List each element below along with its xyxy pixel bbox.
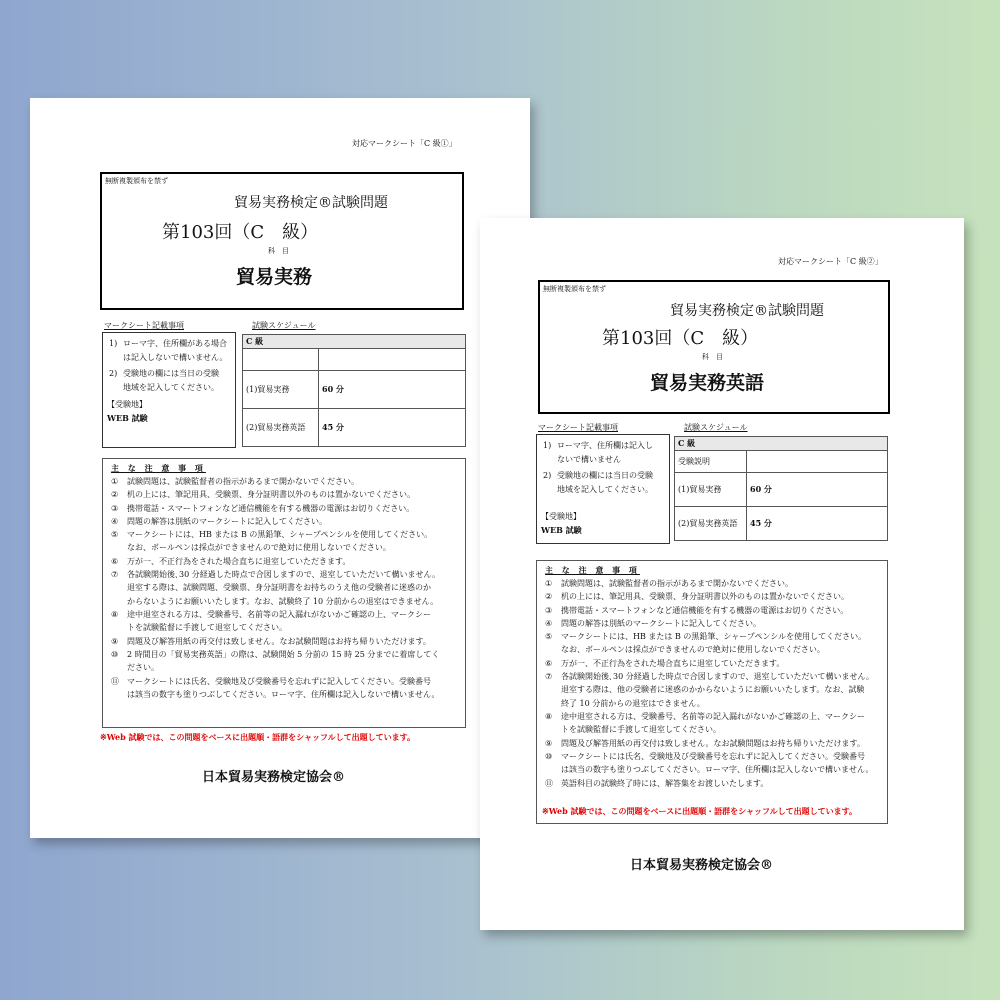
note-text: 各試験開始後､30 分経過した時点で合図しますので、退室していただいて構いません。	[561, 672, 875, 682]
note-text: 途中退室される方は、受験番号、名前等の記入漏れがないかご確認の上、マークシー	[561, 712, 865, 721]
schedule-item	[243, 349, 319, 371]
note-number: ①	[111, 477, 119, 486]
main-notes-box	[102, 458, 466, 728]
venue-label: 【受験地】	[107, 400, 147, 409]
subject-title: 貿易実務	[236, 266, 313, 288]
note-text: 携帯電話・スマートフォンなど通信機能を有する機器の電源はお切りください。	[561, 605, 849, 615]
note-number: ⑪	[545, 778, 553, 788]
note-number: ④	[111, 516, 119, 526]
note-text: は該当の数字も塗りつぶしてください。ローマ字、住所欄は記入しないで構いません。	[127, 689, 440, 699]
note-text: 退室する際は、試験問題、受験票、身分証明書をお持ちのうえ他の受験者に迷惑のか	[127, 583, 431, 593]
title-box	[100, 172, 464, 310]
schedule-duration: 60 分	[319, 371, 466, 409]
note-text: 問題の解答は別紙のマークシートに記入してください。	[127, 516, 327, 526]
note-number: ⑨	[545, 738, 553, 748]
note-text: なお、ボールペンは採点ができませんので絶対に使用しないでください。	[561, 645, 825, 655]
mark-sheet-heading: マークシート記載事項	[104, 321, 184, 330]
note-text: マークシートには、HB または B の黒鉛筆、シャープペンシルを使用してください。	[561, 632, 867, 642]
mark-sheet-notes: 1) ローマ字、住所欄がある場合 は記入しないで構いません。 2) 受験地の欄には当日の受験 地域を記入してください。 【受験地】 WEB 試験	[102, 332, 236, 448]
exam-session: 第103回（C 級）	[602, 328, 759, 349]
note-text: 机の上には、筆記用具、受験票、身分証明書以外のものは置かないでください。	[127, 490, 415, 500]
association-name: 日本貿易実務検定協会®	[202, 770, 346, 785]
note-number: ⑥	[545, 658, 553, 668]
mark-sheet-heading: マークシート記載事項	[538, 423, 618, 432]
schedule-item: (2)貿易実務英語	[243, 409, 319, 447]
note-text: 2 時間目の「貿易実務英語」の際は、試験開始 5 分前の 15 時 25 分までに着席してく	[127, 649, 440, 659]
association-name: 日本貿易実務検定協会®	[630, 858, 774, 873]
note-number: ⑦	[545, 672, 553, 682]
venue-value: WEB 試験	[107, 413, 148, 423]
exam-schedule-table	[242, 334, 466, 447]
title-box	[538, 280, 890, 414]
note-text: 万が一、不正行為をされた場合直ちに退室していただきます。	[127, 556, 351, 566]
web-exam-warning: ※Web 試験では、この問題をベースに出題順・語群をシャッフルして出題しています。	[542, 806, 857, 816]
note-text: 終了 10 分前からの退室はできません。	[561, 698, 705, 708]
schedule-grade: C 級	[675, 437, 888, 451]
note-number: ③	[545, 605, 553, 615]
note-text: 試験問題は、試験監督者の指示があるまで開かないでください。	[127, 477, 359, 486]
note-text: なお、ボールペンは採点ができませんので絶対に使用しないでください。	[127, 543, 391, 553]
note-number: ⑧	[545, 712, 553, 721]
notes-title: 主 な 注 意 事 項	[111, 463, 206, 473]
note-text: 退室する際は、他の受験者に迷惑のかからないようにお願いいたします。なお、試験	[561, 685, 865, 695]
note-text: 問題及び解答用紙の再交付は致しません。なお試験問題はお持ち帰りいただけます。	[127, 636, 431, 646]
note-text: からないようにお願いいたします。なお、試験終了 10 分前からの退室はできません。	[127, 596, 439, 606]
note-text: 携帯電話・スマートフォンなど通信機能を有する機器の電源はお切りください。	[127, 503, 415, 513]
note-number: ②	[111, 490, 119, 500]
note-text: 各試験開始後､30 分経過した時点で合図しますので、退室していただいて構いません。	[127, 570, 441, 580]
schedule-duration	[319, 349, 466, 371]
schedule-item: (1)貿易実務	[243, 371, 319, 409]
note-number: ③	[111, 503, 119, 513]
schedule-duration	[747, 451, 888, 473]
note-text: 英語科目の試験終了時には、解答集をお渡しいたします。	[561, 778, 769, 788]
note-number: ⑧	[111, 610, 119, 619]
schedule-heading: 試験スケジュール	[684, 423, 748, 432]
schedule-duration: 45 分	[747, 507, 888, 541]
note-text: マークシートには氏名、受験地及び受験番号を忘れずに記入してください。受験番号	[127, 676, 431, 686]
note-number: ⑥	[111, 556, 119, 566]
note-number: ⑤	[545, 632, 553, 642]
exam-schedule-table	[674, 436, 888, 541]
main-notes-box	[536, 560, 888, 824]
venue-label: 【受験地】	[541, 512, 581, 521]
web-exam-warning: ※Web 試験では、この問題をベースに出題順・語群をシャッフルして出題しています。	[100, 732, 415, 742]
note-text: は該当の数字も塗りつぶしてください。ローマ字、住所欄は記入しないで構いません。	[561, 765, 874, 775]
schedule-grade: C 級	[243, 335, 466, 349]
note-text: ださい。	[127, 663, 159, 673]
subject-title: 貿易実務英語	[650, 372, 765, 394]
subject-label: 科 目	[268, 247, 289, 255]
mark-sheet-notes: 1) ローマ字、住所欄は記入し ないで構いません 2) 受験地の欄には当日の受験 地域を記入してください。 【受験地】 WEB 試験	[536, 434, 670, 544]
schedule-heading: 試験スケジュール	[252, 321, 316, 330]
mark-sheet-reference: 対応マークシート「C 級②」	[778, 257, 883, 266]
schedule-item: (2)貿易実務英語	[675, 507, 747, 541]
mark-sheet-reference: 対応マークシート「C 級①」	[352, 139, 457, 148]
notes-title: 主 な 注 意 事 項	[545, 565, 640, 575]
note-text: トを試験監督に手渡して退室してください。	[561, 725, 721, 735]
exam-title: 貿易実務検定®試験問題	[670, 303, 824, 319]
note-number: ⑦	[111, 570, 119, 580]
no-copy-notice: 無断複製頒布を禁ず	[105, 177, 168, 185]
note-number: ⑨	[111, 636, 119, 646]
note-text: トを試験監督に手渡して退室してください。	[127, 623, 287, 633]
note-text: 机の上には、筆記用具、受験票、身分証明書以外のものは置かないでください。	[561, 592, 849, 602]
schedule-duration: 45 分	[319, 409, 466, 447]
note-number: ⑩	[111, 649, 119, 659]
subject-label: 科 目	[702, 353, 723, 361]
exam-sheet-trade-practice	[30, 98, 530, 838]
note-number: ②	[545, 592, 553, 602]
schedule-duration: 60 分	[747, 473, 888, 507]
note-number: ⑩	[545, 751, 553, 761]
note-text: 問題の解答は別紙のマークシートに記入してください。	[561, 618, 761, 628]
note-number: ④	[545, 618, 553, 628]
note-text: 試験問題は、試験監督者の指示があるまで開かないでください。	[561, 579, 793, 588]
note-text: 途中退室される方は、受験番号、名前等の記入漏れがないかご確認の上、マークシー	[127, 610, 431, 619]
exam-session: 第103回（C 級）	[162, 222, 319, 243]
exam-sheet-trade-english	[480, 218, 964, 930]
note-text: 万が一、不正行為をされた場合直ちに退室していただきます。	[561, 658, 785, 668]
note-number: ⑪	[111, 676, 119, 686]
no-copy-notice: 無断複製頒布を禁ず	[543, 285, 606, 293]
note-text: マークシートには、HB または B の黒鉛筆、シャープペンシルを使用してください。	[127, 530, 433, 540]
schedule-item: (1)貿易実務	[675, 473, 747, 507]
exam-title: 貿易実務検定®試験問題	[234, 195, 388, 211]
note-text: マークシートには氏名、受験地及び受験番号を忘れずに記入してください。受験番号	[561, 751, 865, 761]
note-number: ①	[545, 579, 553, 588]
schedule-item: 受験説明	[675, 451, 747, 473]
note-number: ⑤	[111, 530, 119, 540]
note-text: 問題及び解答用紙の再交付は致しません。なお試験問題はお持ち帰りいただけます。	[561, 738, 865, 748]
venue-value: WEB 試験	[541, 525, 582, 535]
